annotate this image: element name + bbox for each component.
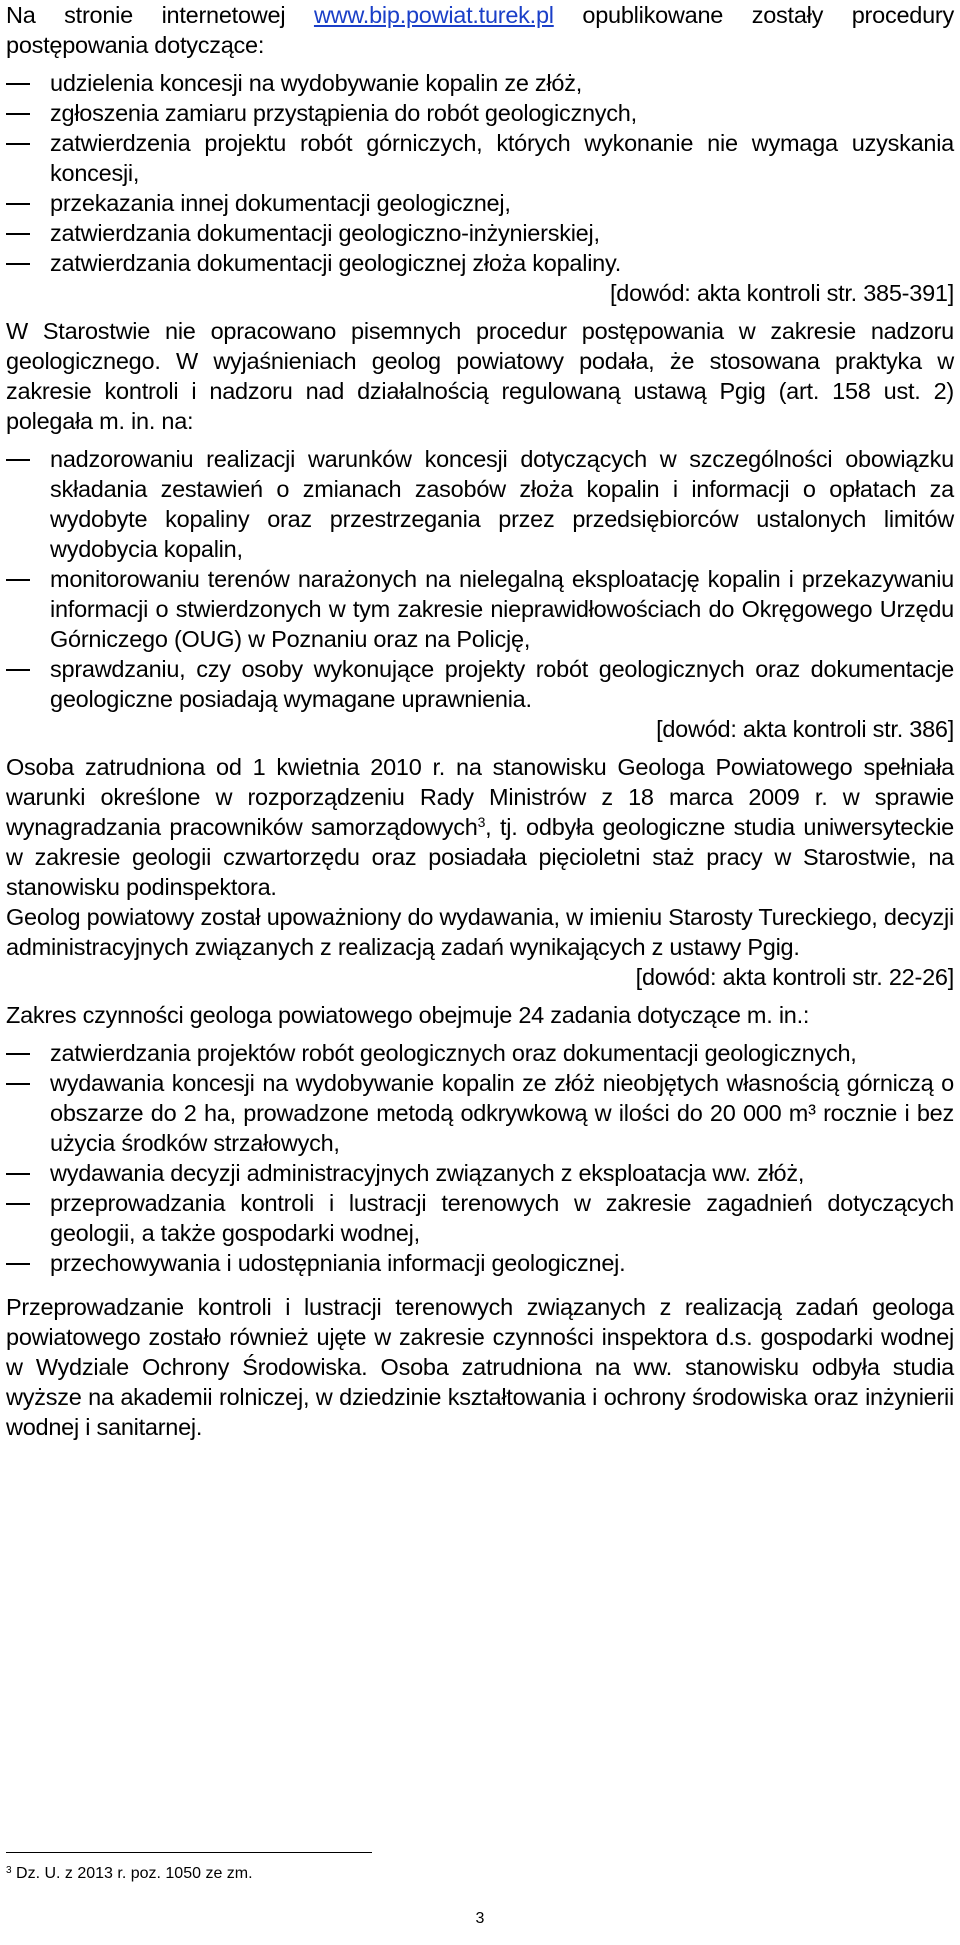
intro-paragraph xyxy=(6,0,954,60)
list-item: zatwierdzania projektów robót geologicznych oraz dokumentacji geologicznych, xyxy=(6,1038,954,1068)
footnote xyxy=(6,1864,253,1884)
employee-paragraph: Osoba zatrudniona od 1 kwietnia 2010 r. na stanowisku Geologa Powiatowego spełniała warunki określone w rozporządzeniu Rady Ministrów z 18 marca 2009 r. w sprawie wynagradzania pracowników samorządowych$^3$, tj. odbyła geologiczne studia uniwersyteckie w zakresie geologii czwartorzędu oraz posiadała pięcioletni staż pracy w Starostwie, na stanowisku podinspektora. xyxy=(6,754,954,900)
list-item: zgłoszenia zamiaru przystąpienia do robót geologicznych, xyxy=(6,98,954,128)
evidence-reference: [dowód: akta kontroli str. 385-391] xyxy=(610,280,954,306)
evidence-reference: [dowód: akta kontroli str. 386] xyxy=(656,716,954,742)
intro-text-cont: opublikowane zostały procedury postępowania dotyczące: xyxy=(6,2,954,58)
document-page xyxy=(6,0,954,1442)
list-item: udzielenia koncesji na wydobywanie kopalin ze złóż, xyxy=(6,68,954,98)
page-number: 3 xyxy=(475,1910,485,1927)
list-item: przeprowadzania kontroli i lustracji terenowych w zakresie zagadnień dotyczących geologii, a także gospodarki wodnej, xyxy=(6,1188,954,1248)
list-item: zatwierdzenia projektu robót górniczych, których wykonanie nie wymaga uzyskania koncesji, xyxy=(6,128,954,188)
list-item: wydawania decyzji administracyjnych związanych z eksploatacja ww. złóż, xyxy=(6,1158,954,1188)
dash-bullet xyxy=(6,143,30,145)
dash-bullet xyxy=(6,1173,30,1175)
authorization-paragraph: Geolog powiatowy został upoważniony do wydawania, w imieniu Starosty Tureckiego, decyzji administracyjnych związanych z realizacją zadań wynikających z ustawy Pgig. xyxy=(6,904,954,960)
scope-paragraph: Zakres czynności geologa powiatowego obejmuje 24 zadania dotyczące m. in.: xyxy=(6,1002,810,1028)
dash-bullet xyxy=(6,669,30,671)
list-item: przechowywania i udostępniania informacji geologicznej. xyxy=(6,1248,954,1278)
dash-bullet xyxy=(6,263,30,265)
dash-bullet xyxy=(6,1053,30,1055)
dash-bullet xyxy=(6,233,30,235)
dash-bullet xyxy=(6,1263,30,1265)
dash-bullet xyxy=(6,83,30,85)
inspection-paragraph: Przeprowadzanie kontroli i lustracji terenowych związanych z realizacją zadań geologa powiatowego zostało również ujęte w zakresie czynności inspektora d.s. gospodarki wodnej w Wydziale Ochrony Środowiska. Osoba zatrudniona na ww. stanowisku odbyła studia wyższe na akademii rolniczej, w dziedzinie kształtowania i ochrony środowiska oraz inżynierii wodnej i sanitarnej. xyxy=(6,1294,954,1440)
dash-bullet xyxy=(6,203,30,205)
dash-bullet xyxy=(6,459,30,461)
list-item: wydawania koncesji na wydobywanie kopalin ze złóż nieobjętych własnością górniczą o obszarze do 2 ha, prowadzone metodą odkrywkową w ilości do 20 000 m³ rocznie i bez użycia środków strzałowych, xyxy=(6,1068,954,1158)
footnote-text: Dz. U. z 2013 r. poz. 1050 ze zm. xyxy=(11,1865,253,1882)
list-item: monitorowaniu terenów narażonych na nielegalną eksploatację kopalin i przekazywaniu informacji o stwierdzonych w tym zakresie nieprawidłowościach do Okręgowego Urzędu Górniczego (OUG) w Poznaniu oraz na Policję, xyxy=(6,564,954,654)
tasks-list xyxy=(6,1038,954,1278)
dash-bullet xyxy=(6,1203,30,1205)
list-item: sprawdzaniu, czy osoby wykonujące projekty robót geologicznych oraz dokumentacje geologiczne posiadają wymagane uprawnienia. xyxy=(6,654,954,714)
footnote-divider xyxy=(6,1852,372,1853)
dash-bullet xyxy=(6,579,30,581)
evidence-reference: [dowód: akta kontroli str. 22-26] xyxy=(635,964,954,990)
procedures-list xyxy=(6,68,954,278)
footnote-marker: 3 xyxy=(477,814,486,830)
dash-bullet xyxy=(6,1083,30,1085)
supervision-paragraph: W Starostwie nie opracowano pisemnych procedur postępowania w zakresie nadzoru geologicznego. W wyjaśnieniach geolog powiatowy podała, że stosowana praktyka w zakresie kontroli i nadzoru nad działalnością regulowaną ustawą Pgig (art. 158 ust. 2) polegała m. in. na: xyxy=(6,318,954,434)
list-item: zatwierdzania dokumentacji geologiczno-inżynierskiej, xyxy=(6,218,954,248)
list-item: nadzorowaniu realizacji warunków koncesji dotyczących w szczególności obowiązku składania zestawień o zmianach zasobów złoża kopalin i informacji o opłatach za wydobyte kopaliny oraz przestrzegania przez przedsiębiorców ustalonych limitów wydobycia kopalin, xyxy=(6,444,954,564)
footnote-number: 3 xyxy=(6,1865,12,1876)
intro-text: Na stronie internetowej xyxy=(6,2,314,28)
list-item: zatwierdzania dokumentacji geologicznej złoża kopaliny. xyxy=(6,248,954,278)
practice-list xyxy=(6,444,954,714)
dash-bullet xyxy=(6,113,30,115)
list-item: przekazania innej dokumentacji geologicznej, xyxy=(6,188,954,218)
bip-link[interactable]: www.bip.powiat.turek.pl xyxy=(313,2,554,28)
